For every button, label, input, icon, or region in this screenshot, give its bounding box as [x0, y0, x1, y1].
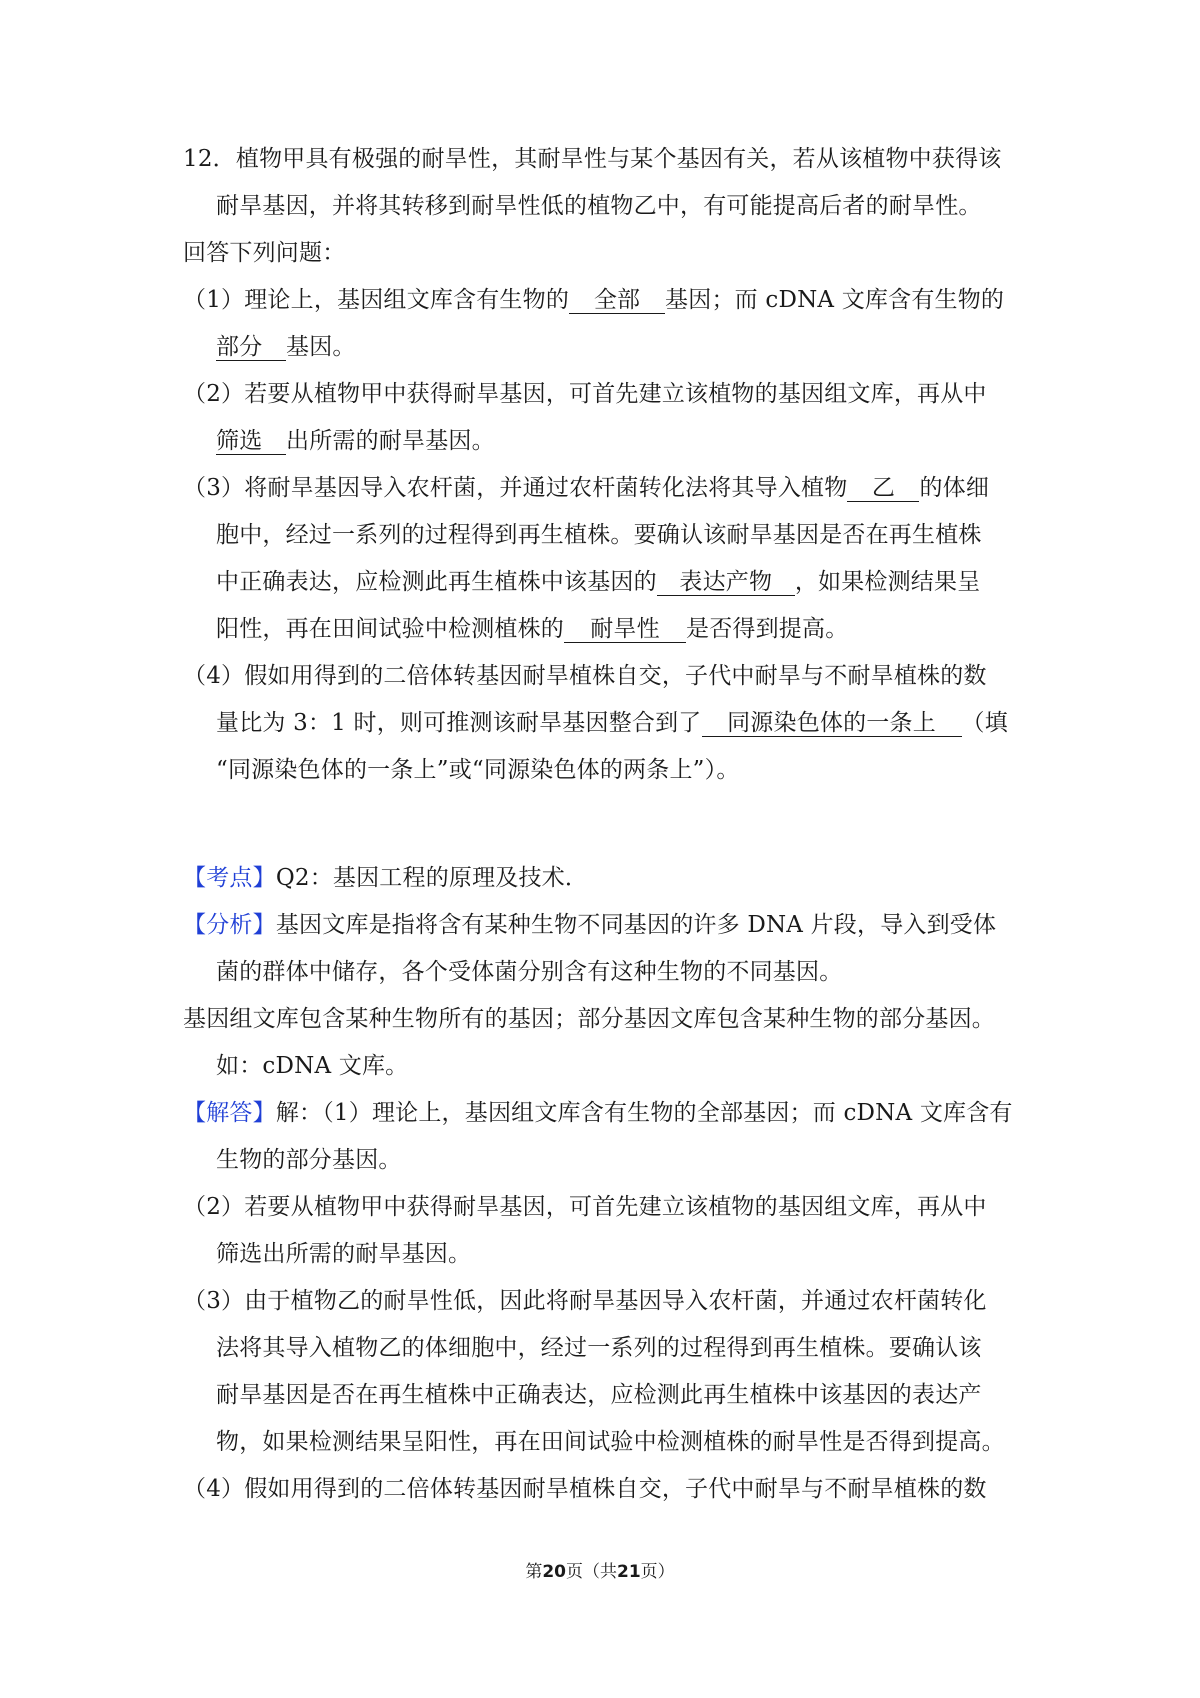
q3-line4-post: 是否得到提高。 — [686, 616, 849, 642]
footer-post: 页） — [640, 1562, 675, 1582]
q3-answer-blank-2: 表达产物 — [657, 569, 795, 596]
jieda-line2: 生物的部分基因。 — [216, 1147, 402, 1173]
fenxi-line3: 基因组文库包含某种生物所有的基因；部分基因文库包含某种生物的部分基因。 — [183, 1006, 995, 1032]
page-footer — [0, 1560, 1200, 1584]
question-stem-line2: 耐旱基因，并将其转移到耐旱性低的植物乙中，有可能提高后者的耐旱性。 — [216, 193, 982, 219]
q1-text-end: 基因。 — [286, 334, 356, 360]
q3-answer-blank-1: 乙 — [847, 475, 919, 502]
sub-question-4-line3: “同源染色体的一条上”或“同源染色体的两条上”）。 — [216, 757, 740, 783]
q1-text-post: 基因；而 cDNA 文库含有生物的 — [665, 287, 1005, 313]
jieda-text-1: 解：（1）理论上，基因组文库含有生物的全部基因；而 cDNA 文库含有 — [275, 1100, 1013, 1126]
sub-question-2-line2 — [216, 426, 495, 456]
jieda-tag: 【解答】 — [183, 1100, 276, 1126]
sub-question-3-line1 — [183, 473, 989, 503]
q1-answer-blank-1: 全部 — [569, 287, 665, 314]
q4-answer-blank: 同源染色体的一条上 — [702, 710, 962, 737]
q3-text-pre: （3）将耐旱基因导入农杆菌，并通过农杆菌转化法将其导入植物 — [183, 475, 848, 501]
fenxi-line1 — [183, 910, 996, 940]
sub-question-3-line4 — [216, 614, 848, 644]
fenxi-line4: 如：cDNA 文库。 — [216, 1053, 409, 1079]
kaodian-text: Q2：基因工程的原理及技术． — [275, 865, 589, 891]
question-prompt: 回答下列问题： — [183, 240, 346, 266]
footer-mid: 页（共 — [566, 1562, 617, 1582]
sub-question-1-line2 — [216, 332, 356, 362]
answer-4-line1: （4）假如用得到的二倍体转基因耐旱植株自交，子代中耐旱与不耐旱植株的数 — [183, 1476, 987, 1502]
kaodian-tag: 【考点】 — [183, 865, 276, 891]
q2-text-end: 出所需的耐旱基因。 — [286, 428, 495, 454]
sub-question-3-line3 — [216, 567, 980, 597]
answer-3-line3: 耐旱基因是否在再生植株中正确表达，应检测此再生植株中该基因的表达产 — [216, 1382, 982, 1408]
answer-2-line2: 筛选出所需的耐旱基因。 — [216, 1241, 472, 1267]
fenxi-tag: 【分析】 — [183, 912, 276, 938]
answer-3-line4: 物，如果检测结果呈阳性，再在田间试验中检测植株的耐旱性是否得到提高。 — [216, 1429, 1005, 1455]
q3-line3-post: ，如果检测结果呈 — [794, 569, 981, 595]
footer-total-pages: 21 — [617, 1562, 641, 1582]
sub-question-4-line1: （4）假如用得到的二倍体转基因耐旱植株自交，子代中耐旱与不耐旱植株的数 — [183, 663, 987, 689]
q3-answer-blank-3: 耐旱性 — [564, 616, 686, 643]
q1-answer-blank-2: 部分 — [216, 334, 286, 361]
q3-line4-pre: 阳性，再在田间试验中检测植株的 — [216, 616, 564, 642]
q3-line3-pre: 中正确表达，应检测此再生植株中该基因的 — [216, 569, 657, 595]
sub-question-2-line1: （2）若要从植物甲中获得耐旱基因，可首先建立该植物的基因组文库，再从中 — [183, 381, 987, 407]
jieda-line1 — [183, 1098, 1013, 1128]
answer-3-line2: 法将其导入植物乙的体细胞中，经过一系列的过程得到再生植株。要确认该 — [216, 1335, 982, 1361]
sub-question-4-line2 — [216, 708, 1008, 738]
answer-2-line1: （2）若要从植物甲中获得耐旱基因，可首先建立该植物的基因组文库，再从中 — [183, 1194, 987, 1220]
fenxi-line2: 菌的群体中储存，各个受体菌分别含有这种生物的不同基因。 — [216, 959, 843, 985]
footer-pre: 第 — [525, 1562, 543, 1582]
q4-line2-post: （填 — [961, 710, 1008, 736]
fenxi-text-1: 基因文库是指将含有某种生物不同基因的许多 DNA 片段，导入到受体 — [275, 912, 997, 938]
answer-3-line1: （3）由于植物乙的耐旱性低，因此将耐旱基因导入农杆菌，并通过农杆菌转化 — [183, 1288, 987, 1314]
q2-answer-blank: 筛选 — [216, 428, 286, 455]
q1-text-pre: （1）理论上，基因组文库含有生物的 — [183, 287, 570, 313]
footer-page-number: 20 — [542, 1562, 566, 1582]
question-stem-line1: 12．植物甲具有极强的耐旱性，其耐旱性与某个基因有关，若从该植物中获得该 — [183, 146, 1002, 172]
sub-question-1-line1 — [183, 285, 1004, 315]
sub-question-3-line2: 胞中，经过一系列的过程得到再生植株。要确认该耐旱基因是否在再生植株 — [216, 522, 982, 548]
q4-line2-pre: 量比为 3：1 时，则可推测该耐旱基因整合到了 — [216, 710, 702, 736]
kaodian-line — [183, 863, 588, 893]
q3-text-post: 的体细 — [919, 475, 990, 501]
